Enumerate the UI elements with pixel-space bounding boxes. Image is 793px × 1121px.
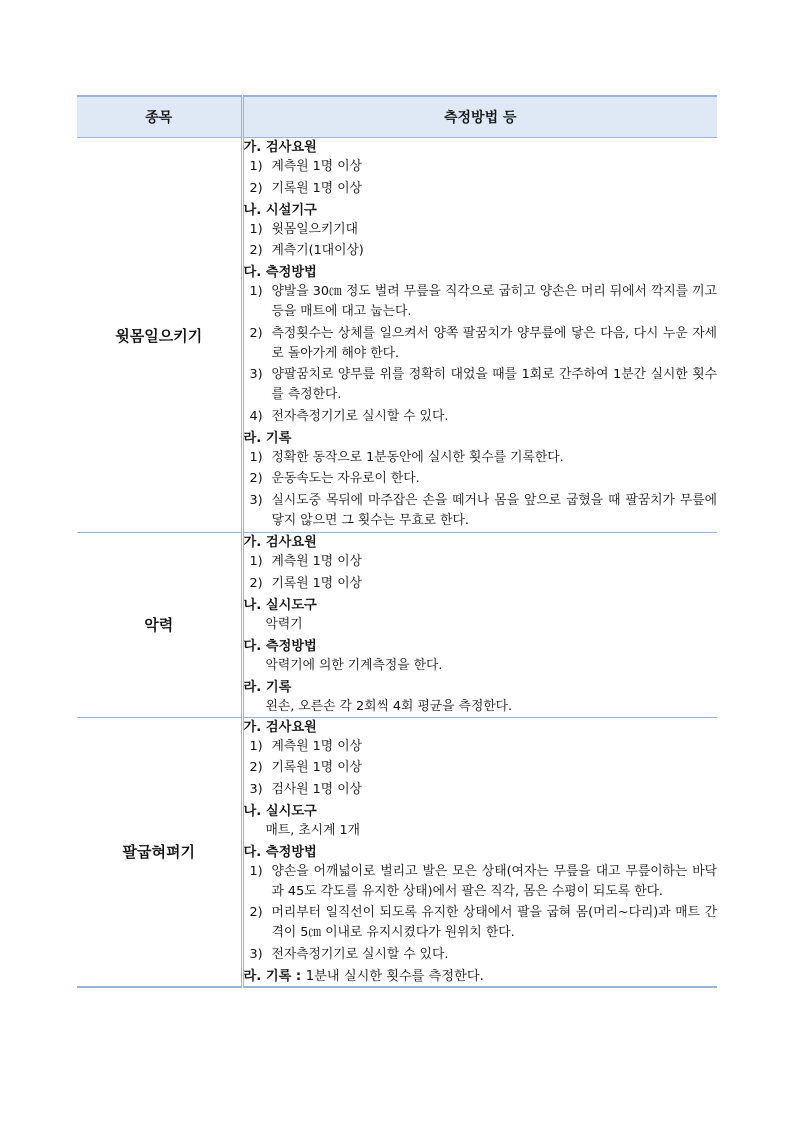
section-title: 라. 기록	[243, 430, 292, 446]
list-item: 1) 계측원 1명 이상	[249, 159, 362, 174]
table-header-row	[77, 96, 717, 138]
section-text: 1분내 실시한 횟수를 측정한다.	[305, 968, 484, 984]
table-row	[77, 717, 717, 987]
section-title: 나. 실시도구	[243, 803, 317, 819]
list-item: 1) 윗몸일으키기대	[249, 221, 359, 237]
list-item: 1) 양손을 어깨넓이로 벌리고 발은 모은 상태(여자는 무릎을 대고 무릎이하는 바닥과 45도 각도를 유지한 상태)에서 팔은 직각, 몸은 수평이 되도록 한다.	[249, 863, 717, 899]
list-item: 4) 전자측정기기로 실시할 수 있다.	[249, 408, 449, 424]
section-text: 악력기에 의한 기계측정을 한다.	[265, 657, 443, 673]
list-item: 1) 계측원 1명 이상	[249, 738, 362, 754]
section-text: 매트, 초시계 1개	[265, 822, 361, 838]
section-title: 다. 측정방법	[243, 844, 317, 860]
table-row	[77, 138, 717, 533]
measurement-table	[77, 95, 717, 988]
list-item: 2) 기록원 1명 이상	[249, 180, 362, 196]
list-item: 2) 운동속도는 자유로이 한다.	[249, 471, 420, 486]
section-title: 가. 검사요원	[243, 719, 317, 735]
header-item: 종목	[77, 96, 242, 138]
header-method: 측정방법 등	[242, 96, 717, 138]
section-title: 나. 시설기구	[243, 202, 317, 218]
section-title: 다. 측정방법	[243, 265, 317, 280]
list-item: 2) 계측기(1대이상)	[249, 243, 364, 258]
method-cell	[242, 717, 717, 987]
section-title: 가. 검사요원	[243, 535, 317, 550]
list-item: 2) 기록원 1명 이상	[249, 760, 362, 775]
list-item: 1) 계측원 1명 이상	[249, 554, 362, 569]
list-item: 3) 양팔꿈치로 양무릎 위를 정확히 대었을 때를 1회로 간주하여 1분간 실시한 횟수를 측정한다.	[249, 367, 717, 402]
section-title: 라. 기록	[243, 679, 292, 695]
list-item: 2) 측정횟수는 상체를 일으켜서 양쪽 팔꿈치가 양무릎에 닿은 다음, 다시 누운 자세로 돌아가게 해야 한다.	[249, 325, 717, 361]
table-row	[77, 533, 717, 718]
item-name: 팔굽혀펴기	[77, 717, 242, 987]
section-title: 라. 기록 :	[243, 968, 302, 984]
section-title: 가. 검사요원	[243, 140, 317, 155]
item-name: 윗몸일으키기	[77, 138, 242, 533]
list-item: 2) 머리부터 일직선이 되도록 유지한 상태에서 팔을 굽혀 몸(머리~다리)과 매트 간격이 5㎝ 이내로 유지시켰다가 원위치 한다.	[249, 905, 717, 940]
section-text: 악력기	[265, 616, 303, 632]
item-name: 악력	[77, 533, 242, 718]
section-title: 다. 측정방법	[243, 638, 317, 654]
list-item: 2) 기록원 1명 이상	[249, 575, 362, 591]
list-item: 1) 양발을 30㎝ 정도 벌려 무릎을 직각으로 굽히고 양손은 머리 뒤에서 깍지를 끼고 등을 매트에 대고 눕는다.	[249, 284, 717, 319]
section-title: 나. 실시도구	[243, 597, 317, 613]
list-item: 3) 전자측정기기로 실시할 수 있다.	[249, 946, 449, 962]
record-line	[244, 967, 718, 986]
section-text: 왼손, 오른손 각 2회씩 4회 평균을 측정한다.	[265, 698, 513, 714]
list-item: 3) 검사원 1명 이상	[249, 781, 362, 797]
method-cell	[242, 138, 717, 533]
list-item: 3) 실시도중 목뒤에 마주잡은 손을 떼거나 몸을 앞으로 굽혔을 때 팔꿈치가 무릎에 닿지 않으면 그 횟수는 무효로 한다.	[249, 492, 717, 528]
method-cell	[242, 533, 717, 718]
list-item: 1) 정확한 동작으로 1분동안에 실시한 횟수를 기록한다.	[249, 449, 564, 465]
